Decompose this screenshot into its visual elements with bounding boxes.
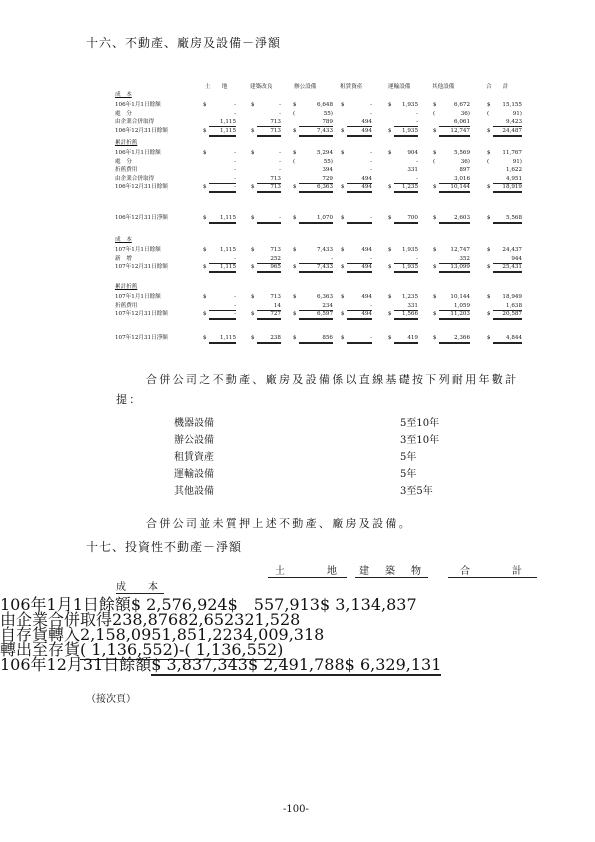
ppe-cell-prefix: $ <box>251 102 255 108</box>
ppe-cell-prefix: $ <box>487 311 491 317</box>
ppe-cell-value: - <box>234 102 236 108</box>
ppe-cell-value: 5,569 <box>453 150 470 156</box>
investment-cell-value: 2,158,095 <box>80 625 162 644</box>
ppe-cell-value: 713 <box>270 294 281 300</box>
ppe-cell-prefix: $ <box>433 264 437 270</box>
ppe-cell-prefix: $ <box>251 335 255 341</box>
ppe-cell-prefix: $ <box>433 102 437 108</box>
ppe-row-label: 由企業合併取得 <box>115 119 155 125</box>
ppe-cell-value: 18,919 <box>493 183 522 193</box>
ppe-cell-value: - <box>370 167 372 173</box>
ppe-cell-prefix: $ <box>293 247 297 253</box>
ppe-cell-prefix: $ <box>388 215 392 221</box>
ppe-cell-value: 1,115 <box>219 247 236 253</box>
ppe-cell-value: 6,363 <box>316 294 333 300</box>
ppe-cell-value: 6,672 <box>453 102 470 108</box>
ppe-cell-value: 713 <box>257 127 281 137</box>
ppe-cell-prefix: $ <box>293 150 297 156</box>
investment-table-row <box>0 637 595 659</box>
investment-column-header: 合 計 <box>448 562 537 578</box>
ppe-cell-value: - <box>279 158 281 165</box>
ppe-cell-prefix: $ <box>341 311 345 317</box>
ppe-cell-prefix: ( <box>433 110 436 117</box>
ppe-cell-value: 10,144 <box>439 183 470 193</box>
depreciation-paragraph-line1: 合併公司之不動產、廠房及設備係以直線基礎按下列耐用年數計 <box>146 373 519 386</box>
ppe-column-header: 運輸設備 <box>388 84 411 90</box>
ppe-cell-prefix: $ <box>203 184 207 190</box>
useful-life-years: 5年 <box>400 452 417 463</box>
ppe-cell-value: 7,433 <box>316 247 333 253</box>
ppe-cell-value: 6,061 <box>439 118 470 127</box>
page-number: -100- <box>283 804 309 815</box>
ppe-cell-prefix: $ <box>341 184 345 190</box>
ppe-cell-value: 713 <box>257 183 281 193</box>
ppe-cell-value: 494 <box>347 183 372 193</box>
ppe-cell-value: - <box>416 110 418 117</box>
ppe-cell-prefix: $ <box>433 294 437 300</box>
ppe-cell-value: - <box>234 150 236 156</box>
ppe-cell-value: 9,423 <box>493 118 522 127</box>
ppe-cell-value: - <box>209 255 236 264</box>
ppe-cell-prefix: $ <box>487 127 491 134</box>
ppe-cell-value: - <box>299 255 333 264</box>
ppe-cell-prefix: $ <box>487 264 491 270</box>
ppe-row-label: 106年12月31日餘額 <box>115 184 168 190</box>
ppe-row-label: 107年12月31日餘額 <box>115 311 168 317</box>
ppe-cell-prefix: $ <box>251 264 255 270</box>
ppe-cell-prefix: $ <box>487 150 491 156</box>
ppe-cell-prefix: $ <box>487 247 491 253</box>
investment-cell-value: ( 1,136,552) <box>184 640 284 659</box>
ppe-cell-value: 1,059 <box>439 302 470 311</box>
ppe-table-row <box>0 118 595 126</box>
ppe-cell-value: 24,437 <box>502 247 522 253</box>
ppe-table-row <box>0 310 595 318</box>
ppe-table-row <box>0 255 595 263</box>
ppe-cell-prefix: $ <box>433 127 437 134</box>
ppe-column-header: 建築改良 <box>250 84 273 90</box>
ppe-table-row <box>0 166 595 174</box>
ppe-cell-prefix: $ <box>487 184 491 190</box>
ppe-cell-value: - <box>347 255 372 264</box>
ppe-cell-value: 904 <box>407 150 418 156</box>
ppe-cell-prefix: $ <box>388 150 392 156</box>
investment-cell-value: $ 2,576,924 <box>130 595 228 614</box>
ppe-cell-value: - <box>347 302 372 311</box>
useful-life-years: 3至10年 <box>400 435 440 446</box>
ppe-cell-value: 6,363 <box>299 183 333 193</box>
ppe-cell-prefix: $ <box>293 335 297 341</box>
investment-cell-value: - <box>179 640 185 659</box>
ppe-cell-value: 729 <box>299 175 333 184</box>
ppe-row-label: 107年12月31日淨額 <box>115 335 168 341</box>
ppe-cell-prefix: $ <box>341 102 345 108</box>
ppe-table-row <box>0 183 595 191</box>
ppe-cell-value: 1,235 <box>394 183 418 193</box>
ppe-cell-prefix: $ <box>433 247 437 253</box>
ppe-cell-value: 238 <box>257 334 281 344</box>
ppe-row-label: 折舊費用 <box>115 167 138 173</box>
ppe-row-label: 107年1月1日餘額 <box>115 247 161 253</box>
ppe-column-header: 租賃資產 <box>340 84 363 90</box>
ppe-cell-value: 494 <box>347 263 372 273</box>
ppe-cell-value: - <box>209 302 236 311</box>
ppe-cell-prefix: ( <box>433 158 436 165</box>
ppe-cell-prefix: $ <box>388 335 392 341</box>
investment-cell-value: $ 2,491,788 <box>247 655 345 674</box>
ppe-cell-value: 55) <box>323 110 333 117</box>
ppe-cell-value: 1,115 <box>209 127 236 137</box>
investment-cell-value: 238,876 <box>112 610 179 629</box>
ppe-cell-value: 14 <box>257 302 281 311</box>
ppe-cell-prefix: $ <box>388 294 392 300</box>
ppe-cell-prefix: $ <box>341 215 345 221</box>
ppe-cell-value: - <box>394 255 418 264</box>
investment-table-row <box>0 607 595 629</box>
ppe-cell-value: 234 <box>299 302 333 311</box>
ppe-cell-value: 352 <box>439 255 470 264</box>
investment-cell-value: $ 3,134,837 <box>319 595 417 614</box>
ppe-cell-value: 2,603 <box>439 214 470 224</box>
ppe-cell-value: 419 <box>394 334 418 344</box>
ppe-table-row <box>0 263 595 271</box>
investment-cell-value: 4,009,318 <box>242 625 325 644</box>
ppe-cell-prefix: $ <box>203 264 207 270</box>
ppe-block-label: 成 本 <box>115 92 132 98</box>
ppe-cell-value: 5,294 <box>316 150 333 156</box>
investment-row-label: 自存貨轉入 <box>0 625 81 644</box>
ppe-cell-value: - <box>234 158 236 165</box>
ppe-cell-value: 1,935 <box>394 127 418 137</box>
ppe-cell-value: 856 <box>299 334 333 344</box>
ppe-cell-prefix: $ <box>388 311 392 317</box>
ppe-cell-prefix: $ <box>433 311 437 317</box>
ppe-cell-value: 965 <box>257 263 281 273</box>
investment-cell-value: $ 557,913 <box>227 595 320 614</box>
ppe-cell-value: 494 <box>347 118 372 127</box>
ppe-row-label: 106年12月31日餘額 <box>115 127 168 134</box>
investment-column-header: 建 築 物 <box>355 562 428 578</box>
ppe-cell-value: 1,070 <box>299 214 333 224</box>
ppe-cell-prefix: $ <box>388 264 392 270</box>
ppe-cell-value: 494 <box>347 310 372 320</box>
ppe-cell-prefix: $ <box>293 215 297 221</box>
ppe-cell-value: 11,203 <box>439 310 470 320</box>
ppe-table-row <box>0 293 595 301</box>
ppe-cell-value: 494 <box>347 175 372 184</box>
investment-table-row <box>0 622 595 644</box>
ppe-cell-value: - <box>370 150 372 156</box>
ppe-cell-value: 331 <box>407 167 418 173</box>
ppe-cell-value: 789 <box>299 118 333 127</box>
ppe-cell-value: 494 <box>361 247 372 253</box>
ppe-cell-prefix: ( <box>487 110 490 117</box>
investment-cell-value: 1,851,223 <box>161 625 243 644</box>
ppe-cell-value: 6,648 <box>316 102 333 108</box>
investment-cell-value: $ 6,329,131 <box>344 655 442 674</box>
ppe-cell-value: 55) <box>323 158 333 165</box>
ppe-cell-prefix: $ <box>341 247 345 253</box>
ppe-row-label: 處 分 <box>115 158 132 165</box>
ppe-cell-value: 4,951 <box>493 175 522 184</box>
ppe-cell-prefix: $ <box>203 311 207 317</box>
ppe-cell-prefix: $ <box>341 264 345 270</box>
ppe-cell-value: 1,638 <box>493 302 522 311</box>
investment-row-label: 106年1月1日餘額 <box>0 595 131 614</box>
ppe-cell-value: 713 <box>257 118 281 127</box>
useful-life-item: 辦公設備 <box>174 435 214 446</box>
ppe-cell-value: 944 <box>493 255 522 264</box>
ppe-cell-prefix: ( <box>293 158 296 165</box>
ppe-row-label: 106年1月1日餘額 <box>115 150 161 156</box>
investment-column-header: 土 地 <box>268 562 347 578</box>
ppe-cell-value: 7,433 <box>299 127 333 137</box>
ppe-cell-value: 36) <box>460 158 470 165</box>
ppe-cell-prefix: $ <box>341 335 345 341</box>
ppe-cell-prefix: $ <box>433 215 437 221</box>
section16-title: 十六、不動產、廠房及設備－淨額 <box>86 36 282 50</box>
ppe-cell-prefix: $ <box>203 150 207 156</box>
investment-row-label: 轉出至存貨 <box>0 640 81 659</box>
ppe-cell-value: 12,747 <box>439 127 470 137</box>
depreciation-paragraph-line2: 提： <box>116 393 143 406</box>
ppe-cell-value: 1,935 <box>401 247 418 253</box>
ppe-cell-prefix: $ <box>388 102 392 108</box>
investment-cost-label: 成 本 <box>116 578 164 594</box>
ppe-cell-prefix: $ <box>487 294 491 300</box>
ppe-block-label: 累計折舊 <box>115 284 138 290</box>
ppe-cell-value: 1,115 <box>209 334 236 344</box>
ppe-cell-value: - <box>370 102 372 108</box>
ppe-cell-value: - <box>209 310 236 320</box>
ppe-cell-value: - <box>370 110 372 117</box>
ppe-cell-value: - <box>234 110 236 117</box>
ppe-cell-value: - <box>234 167 236 173</box>
ppe-cell-prefix: $ <box>251 294 255 300</box>
ppe-cell-value: 25,431 <box>493 263 522 273</box>
ppe-cell-prefix: $ <box>203 127 207 134</box>
ppe-column-header: 合 計 <box>486 84 509 90</box>
ppe-cell-prefix: $ <box>203 335 207 341</box>
investment-cell-value: $ 3,837,343 <box>151 655 248 674</box>
ppe-cell-value: 713 <box>257 175 281 184</box>
ppe-cell-prefix: $ <box>251 247 255 253</box>
ppe-row-label: 107年12月31日餘額 <box>115 264 168 270</box>
ppe-cell-prefix: $ <box>203 294 207 300</box>
ppe-row-label: 折舊費用 <box>115 302 138 309</box>
ppe-table-row <box>0 149 595 157</box>
section17-title: 十七、投資性不動產－淨額 <box>86 540 243 554</box>
ppe-cell-value: - <box>347 214 372 224</box>
ppe-cell-value: - <box>209 183 236 193</box>
ppe-block-label: 累計折舊 <box>115 140 138 146</box>
investment-table-row <box>0 652 595 674</box>
ppe-cell-prefix: $ <box>341 150 345 156</box>
ppe-cell-value: 252 <box>257 255 281 264</box>
ppe-cell-prefix: $ <box>487 215 491 221</box>
ppe-row-label: 處 分 <box>115 110 132 117</box>
ppe-cell-value: - <box>234 294 236 300</box>
ppe-cell-prefix: $ <box>251 215 255 221</box>
ppe-cell-value: - <box>279 150 281 156</box>
ppe-cell-value: 12,747 <box>450 247 470 253</box>
ppe-cell-value: - <box>370 158 372 165</box>
ppe-cell-value: 394 <box>322 167 333 173</box>
ppe-cell-value: - <box>394 118 418 127</box>
ppe-cell-prefix: $ <box>293 127 297 134</box>
investment-row-label: 由企業合併取得 <box>0 610 113 629</box>
ppe-table-row <box>0 101 595 109</box>
ppe-cell-value: 1,235 <box>401 294 418 300</box>
ppe-cell-value: 20,587 <box>493 310 522 320</box>
useful-life-item: 其他設備 <box>174 486 214 497</box>
ppe-cell-value: 10,144 <box>450 294 470 300</box>
ppe-cell-value: 5,568 <box>493 214 522 224</box>
ppe-cell-value: 4,844 <box>493 334 522 344</box>
ppe-cell-value: 713 <box>270 247 281 253</box>
investment-cell-value: 82,652 <box>178 610 235 629</box>
ppe-cell-value: 15,155 <box>502 102 522 108</box>
ppe-row-label: 新 增 <box>115 255 132 262</box>
ppe-row-label: 106年1月1日餘額 <box>115 102 161 108</box>
ppe-cell-prefix: $ <box>433 184 437 190</box>
ppe-cell-prefix: $ <box>341 294 345 300</box>
ppe-cell-value: 7,433 <box>299 263 333 273</box>
ppe-cell-value: 494 <box>347 127 372 137</box>
useful-life-item: 機器設備 <box>174 418 214 429</box>
ppe-cell-prefix: $ <box>487 335 491 341</box>
investment-cell-value: 321,528 <box>234 610 301 629</box>
useful-life-years: 5年 <box>400 469 417 480</box>
ppe-table-row <box>0 175 595 183</box>
pledge-note: 合併公司並未質押上述不動產、廠房及設備。 <box>146 517 412 530</box>
ppe-cell-value: - <box>394 175 418 184</box>
ppe-cell-prefix: $ <box>341 127 345 134</box>
ppe-table-row <box>0 127 595 135</box>
ppe-table-row <box>0 214 595 222</box>
useful-life-years: 5至10年 <box>400 418 440 429</box>
ppe-cell-value: 91) <box>512 158 522 165</box>
ppe-cell-prefix: ( <box>487 158 490 165</box>
ppe-cell-prefix: $ <box>388 184 392 190</box>
ppe-table-row <box>0 158 595 166</box>
useful-life-years: 3至5年 <box>400 486 433 497</box>
ppe-cell-prefix: $ <box>433 150 437 156</box>
ppe-row-label: 由企業合併取得 <box>115 175 155 182</box>
ppe-cell-prefix: $ <box>203 215 207 221</box>
ppe-cell-prefix: $ <box>203 102 207 108</box>
ppe-cell-value: - <box>209 175 236 184</box>
ppe-cell-value: - <box>279 110 281 117</box>
ppe-cell-prefix: $ <box>203 247 207 253</box>
ppe-cell-value: - <box>279 102 281 108</box>
ppe-cell-prefix: $ <box>251 127 255 134</box>
ppe-cell-value: 1,622 <box>505 167 522 173</box>
ppe-cell-value: 1,115 <box>209 118 236 127</box>
ppe-block-label: 成 本 <box>115 237 132 243</box>
ppe-cell-value: - <box>257 214 281 224</box>
ppe-cell-prefix: $ <box>293 264 297 270</box>
ppe-cell-value: 1,566 <box>394 310 418 320</box>
investment-cell-value: ( 1,136,552) <box>80 640 180 659</box>
ppe-table-row <box>0 110 595 118</box>
ppe-cell-prefix: $ <box>293 102 297 108</box>
investment-row-label: 106年12月31日餘額 <box>0 655 152 674</box>
ppe-cell-value: 1,935 <box>401 102 418 108</box>
ppe-cell-value: 897 <box>459 167 470 173</box>
ppe-cell-prefix: $ <box>388 247 392 253</box>
ppe-table-row <box>0 246 595 254</box>
ppe-cell-value: 3,016 <box>439 175 470 184</box>
ppe-cell-prefix: $ <box>293 184 297 190</box>
ppe-cell-value: 36) <box>460 110 470 117</box>
ppe-cell-value: 13,099 <box>439 263 470 273</box>
ppe-cell-value: 1,115 <box>209 214 236 224</box>
ppe-cell-value: 6,597 <box>299 310 333 320</box>
ppe-cell-prefix: $ <box>388 127 392 134</box>
ppe-cell-value: - <box>279 167 281 173</box>
ppe-column-header: 辦公設備 <box>294 84 317 90</box>
ppe-table-row <box>0 302 595 310</box>
ppe-cell-value: 24,487 <box>493 127 522 137</box>
ppe-cell-prefix: $ <box>251 150 255 156</box>
ppe-column-header: 其他設備 <box>432 84 455 90</box>
useful-life-item: 租賃資產 <box>174 452 214 463</box>
ppe-cell-value: 1,115 <box>209 263 236 273</box>
ppe-cell-prefix: $ <box>251 311 255 317</box>
ppe-cell-value: 700 <box>394 214 418 224</box>
ppe-cell-value: 727 <box>257 310 281 320</box>
useful-life-item: 運輸設備 <box>174 469 214 480</box>
ppe-cell-value: 494 <box>361 294 372 300</box>
ppe-row-label: 106年12月31日淨額 <box>115 215 168 221</box>
ppe-cell-prefix: $ <box>251 184 255 190</box>
continued-note: （接次頁） <box>86 694 136 705</box>
ppe-column-header: 土 地 <box>205 84 228 90</box>
ppe-cell-value: - <box>347 334 372 344</box>
ppe-cell-prefix: $ <box>293 294 297 300</box>
ppe-cell-prefix: ( <box>293 110 296 117</box>
ppe-cell-prefix: $ <box>293 311 297 317</box>
ppe-cell-value: 91) <box>512 110 522 117</box>
ppe-cell-value: 2,366 <box>439 334 470 344</box>
ppe-cell-value: 11,767 <box>502 150 522 156</box>
ppe-cell-value: 1,935 <box>394 263 418 273</box>
ppe-table-row <box>0 334 595 342</box>
ppe-cell-value: 18,949 <box>502 294 522 300</box>
ppe-cell-prefix: $ <box>433 335 437 341</box>
investment-table-row <box>0 592 595 614</box>
ppe-cell-prefix: $ <box>487 102 491 108</box>
ppe-cell-value: 331 <box>394 302 418 311</box>
ppe-cell-value: - <box>416 158 418 165</box>
ppe-row-label: 107年1月1日餘額 <box>115 294 161 300</box>
